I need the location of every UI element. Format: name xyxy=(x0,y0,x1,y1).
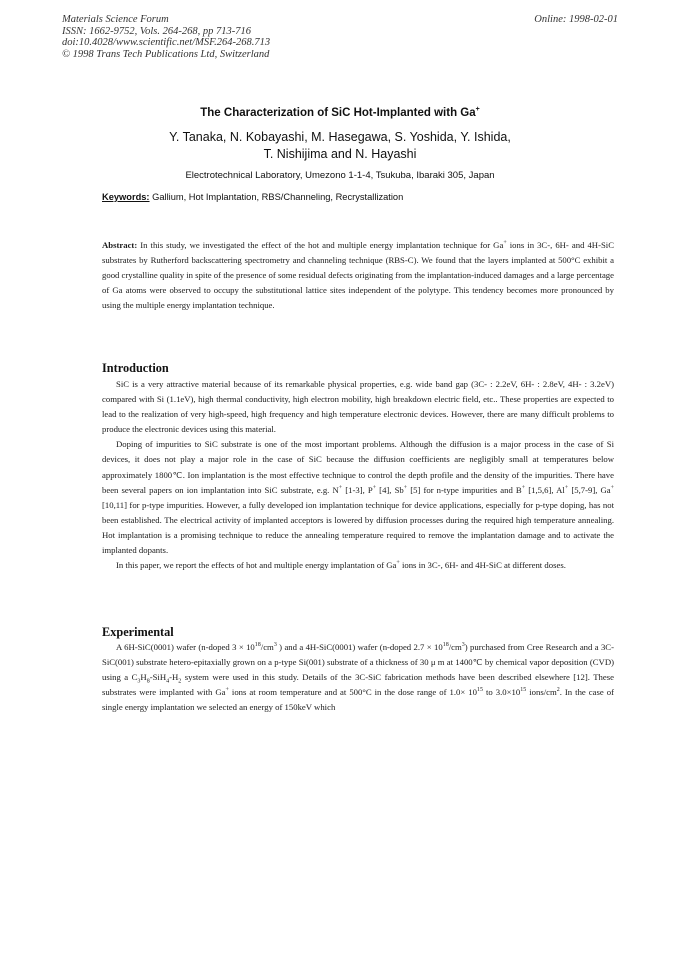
ion-charge: + xyxy=(372,484,377,491)
exp-text: ions/cm xyxy=(526,687,557,698)
introduction-body xyxy=(102,377,614,573)
intro-p2-text: [5,7-9], Ga xyxy=(568,484,611,495)
exp-text: -H xyxy=(169,672,179,683)
exp-sub: 8 xyxy=(146,678,150,685)
abstract xyxy=(102,238,614,313)
affiliation: Electrotechnical Laboratory, Umezono 1-1-4, Tsukuba, Ibaraki 305, Japan xyxy=(185,170,495,181)
exp-sub: 4 xyxy=(166,678,170,685)
experimental-heading: Experimental xyxy=(102,625,174,639)
exp-sup: 2 xyxy=(556,687,560,694)
authors-line-2: T. Nishijima and N. Hayashi xyxy=(263,147,417,161)
doi-line: doi:10.4028/www.scientific.net/MSF.264-268.713 xyxy=(62,37,271,48)
exp-text: /cm xyxy=(448,642,462,652)
exp-text: ) purchased from Cree Research and a 3C-SiC(001) substrate hetero-epitaxially grown on a p-type Si(001) substrate of a thickness of 30 μ m at 1400℃ by chemical vapor deposition (CVD) using a C xyxy=(102,642,614,683)
journal-name: Materials Science Forum xyxy=(62,14,169,25)
experimental-paragraph xyxy=(102,640,614,715)
intro-p2-text: [4], Sb xyxy=(376,484,404,495)
keywords xyxy=(102,192,622,202)
keywords-label: Keywords: xyxy=(102,192,150,202)
exp-text: ) and a 4H-SiC(0001) wafer (n-doped 2.7 × 10 xyxy=(276,642,443,652)
title-superscript: + xyxy=(475,106,480,114)
intro-paragraph-2 xyxy=(102,437,614,558)
introduction-heading: Introduction xyxy=(102,361,169,375)
intro-p3-text: In this paper, we report the effects of hot and multiple energy implantation of Ga xyxy=(116,560,397,571)
intro-p2-text: [1-3], P xyxy=(342,484,373,495)
copyright-line: © 1998 Trans Tech Publications Ltd, Switzerland xyxy=(62,48,270,60)
author-list xyxy=(60,129,620,163)
ion-charge: + xyxy=(521,484,526,491)
experimental-body xyxy=(102,640,614,715)
paper-title xyxy=(60,107,620,119)
exp-sup: 18 xyxy=(442,642,449,649)
keywords-text: Gallium, Hot Implantation, RBS/Channeling, Recrystallization xyxy=(152,192,404,202)
title-text: The Characterization of SiC Hot-Implanted with Ga xyxy=(200,107,476,119)
journal-header xyxy=(62,14,382,60)
exp-sup: 15 xyxy=(476,687,483,694)
intro-p2-text: Doping of impurities to SiC substrate is one of the most important problems. Although the diffusion is a major process in the case of Si devices, it does not play a major role in the case of SiC because the diffusion coefficients are negligibly small at temperatures below approximately 1800℃. Ion implantation is the most effective technique to control the depth profile and the density of the impurities. There have been several papers on ion implantation into SiC substrate, e.g. N xyxy=(102,439,614,495)
intro-p2-text: [1,5,6], Al xyxy=(525,484,565,495)
ion-charge: + xyxy=(610,484,614,491)
intro-p2-text: [10,11] for p-type impurities. However, a fully developed ion implantation technique for device applications, especially for p-type doping, has not been established. The electrical activity of implanted acceptors is lowered by diffusion processes during the required high temperature annealing. Hot implantation is a promising technique to reduce the annealing temperature required to remove the implantation damage and to activate the implanted dopants. xyxy=(102,499,614,556)
intro-paragraph-1: SiC is a very attractive material because of its remarkable physical properties, e.g. wide band gap (3C- : 2.2eV, 6H- : 2.8eV, 4H- : 3.2eV) compared with Si (1.1eV), high thermal conductivity, high electron mobility, high breakdown electric field, etc.. These properties are expected to lead to the realization of very high-speed, high frequency and high temperature electronic devices. However, there are many difficult problems to produce the electronic devices using this material. xyxy=(102,379,614,435)
authors-line-1: Y. Tanaka, N. Kobayashi, M. Hasegawa, S. Yoshida, Y. Ishida, xyxy=(169,130,511,144)
intro-p3-text: ions in 3C-, 6H- and 4H-SiC at different doses. xyxy=(399,560,566,571)
ion-charge: + xyxy=(396,560,400,567)
online-date: Online: 1998-02-01 xyxy=(534,14,618,25)
exp-text: . In the case of single energy implantation we selected an energy of 150keV which xyxy=(102,687,614,713)
exp-sup: 3 xyxy=(461,642,465,649)
issn-line: ISSN: 1662-9752, Vols. 264-268, pp 713-716 xyxy=(62,25,251,37)
abstract-text-2: ions in 3C-, 6H- and 4H-SiC substrates by Rutherford backscattering spectrometry and channeling technique (RBS-C). We found that the layers implanted at 500°C exhibit a good crystalline quality in spite of the presence of some residual defects originating from the implantation-induced damages and a large percentage of Ga atoms were observed to occupy the substitutional lattice sites independent of the polytype. This tendency becomes more pronounced by using the multiple energy implantation technique. xyxy=(102,240,614,311)
exp-sup: 15 xyxy=(520,687,527,694)
exp-sub: 2 xyxy=(178,678,182,685)
exp-sup: 18 xyxy=(254,642,261,649)
exp-text: ions at room temperature and at 500°C in the dose range of 1.0× 10 xyxy=(228,687,477,698)
exp-sup: + xyxy=(225,687,229,694)
exp-text: system were used in this study. Details of the 3C-SiC fabrication methods have been described elsewhere [12]. These substrates were implanted with Ga xyxy=(102,672,614,698)
exp-text: -SiH xyxy=(149,672,167,683)
intro-p2-text: [5] for n-type impurities and B xyxy=(407,484,522,495)
abstract-sup: + xyxy=(503,240,507,247)
exp-text: A 6H-SiC(0001) wafer (n-doped 3 × 10 xyxy=(116,642,255,652)
exp-text: /cm xyxy=(260,642,274,652)
ion-charge: + xyxy=(564,484,569,491)
exp-sub: 3 xyxy=(137,678,141,685)
exp-sup: 3 xyxy=(273,642,277,649)
ion-charge: + xyxy=(338,484,343,491)
exp-text: H xyxy=(140,672,147,683)
intro-paragraph-3 xyxy=(102,558,614,573)
ion-charge: + xyxy=(403,484,408,491)
abstract-label: Abstract: xyxy=(102,240,138,250)
exp-text: to 3.0×10 xyxy=(482,687,521,698)
abstract-text-1: In this study, we investigated the effect of the hot and multiple energy implantation technique for Ga xyxy=(137,240,504,250)
